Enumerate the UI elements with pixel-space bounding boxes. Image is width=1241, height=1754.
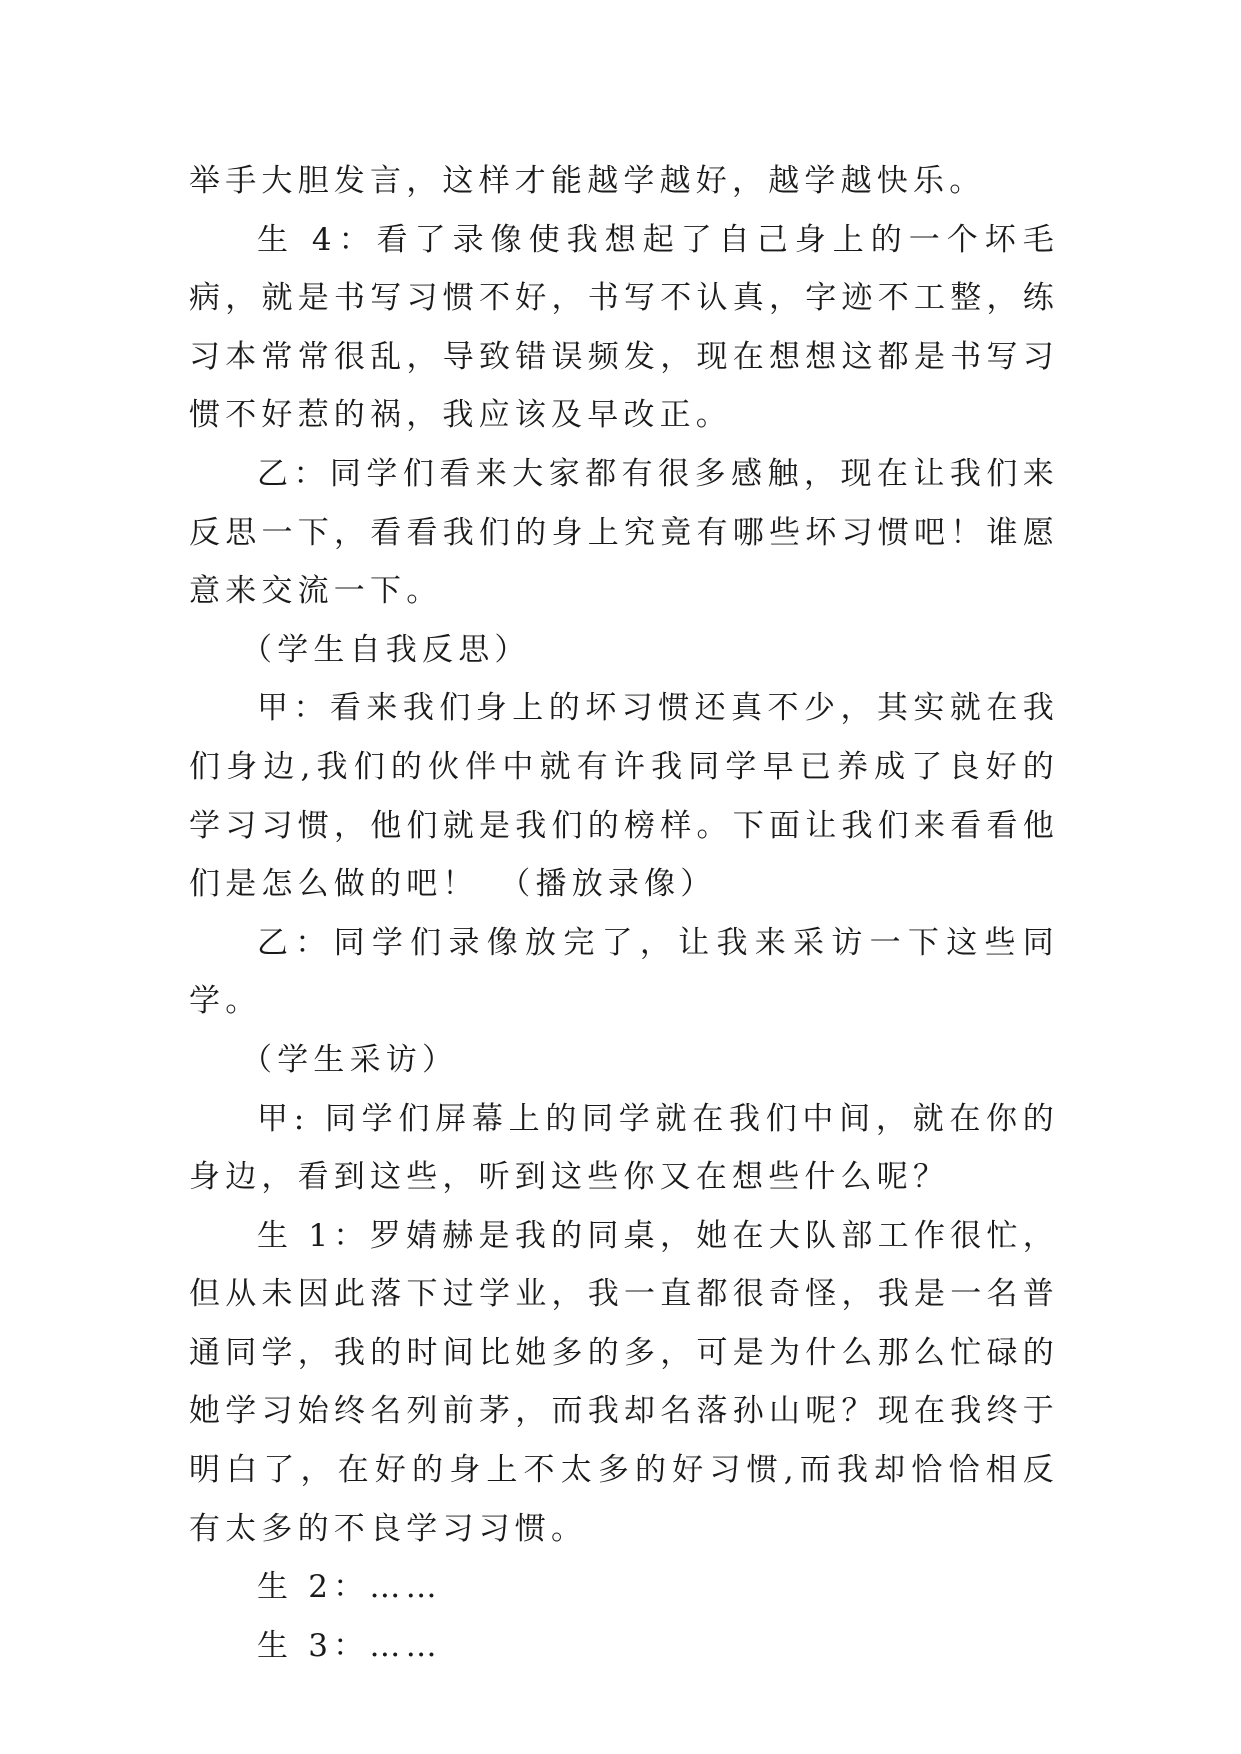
paragraph-jia-role-models: 甲：看来我们身上的坏习惯还真不少，其实就在我们身边,我们的伙伴中就有许我同学早已养成了良好的学习习惯，他们就是我们的榜样。下面让我们来看看他们是怎么做的吧！ （播放录像） (189, 690, 1059, 903)
paragraph-student-1: 生 1：罗婧赫是我的同桌，她在大队部工作很忙，但从未因此落下过学业，我一直都很奇怪，我是一名普通同学，我的时间比她多的多，可是为什么那么忙碌的她学习始终名列前茅，而我却名落孙山呢？现在我终于明白了，在好的身上不太多的好习惯,而我却恰恰相反有太多的不良学习习惯。 (189, 1217, 1059, 1547)
stage-direction-interview: （学生采访） (241, 1041, 459, 1078)
stage-direction-self-reflection: （学生自我反思） (241, 631, 531, 668)
paragraph-continuation: 举手大胆发言，这样才能越学越好，越学越快乐。 (189, 163, 986, 199)
paragraph-yi-interview: 乙：同学们录像放完了，让我来采访一下这些同学。 (189, 924, 1059, 1020)
paragraph-jia-question: 甲: 同学们屏幕上的同学就在我们中间，就在你的身边，看到这些，听到这些你又在想些什么呢？ (189, 1100, 1059, 1196)
paragraph-student-4: 生 4：看了录像使我想起了自己身上的一个坏毛病，就是书写习惯不好，书写不认真，字迹不工整，练习本常常很乱，导致错误频发，现在想想这都是书写习惯不好惹的祸，我应该及早改正。 (189, 221, 1059, 434)
paragraph-student-2: 生 2：…… (257, 1569, 442, 1606)
paragraph-yi-reflect: 乙：同学们看来大家都有很多感触，现在让我们来反思一下，看看我们的身上究竟有哪些坏习惯吧！谁愿意来交流一下。 (189, 455, 1059, 610)
paragraph-student-3: 生 3：…… (257, 1627, 442, 1664)
document-page (189, 152, 1059, 1675)
